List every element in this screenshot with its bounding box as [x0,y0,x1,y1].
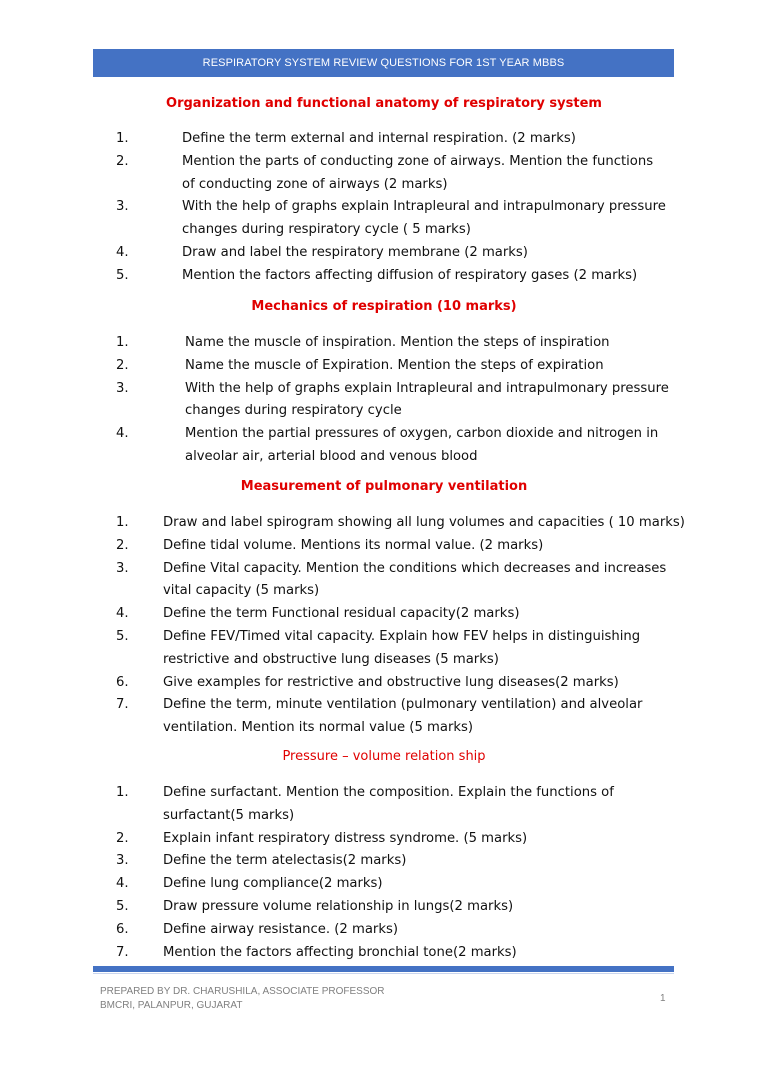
question-text: Mention the parts of conducting zone of airways. Mention the functions [182,153,654,169]
question-text: Define surfactant. Mention the composition. Explain the functions of [163,785,614,800]
question-number: 2. [116,830,129,846]
footer-credits [100,985,385,1013]
question-text: Define the term Functional residual capacity(2 marks) [163,606,520,622]
question-text: Name the muscle of inspiration. Mention the steps of inspiration [185,335,610,350]
question-number: 7. [116,944,129,960]
question-number: 5. [116,267,129,283]
question-number: 7. [116,697,129,713]
question-number: 1. [116,785,129,800]
question-text: restrictive and obstructive lung diseases (5 marks) [163,651,499,667]
question-text: With the help of graphs explain Intrapleural and intrapulmonary pressure [185,380,669,396]
question-text: Mention the factors affecting diffusion of respiratory gases (2 marks) [182,267,638,283]
question-number: 5. [116,899,129,914]
question-text: Explain infant respiratory distress syndrome. (5 marks) [163,830,528,846]
section-heading: Pressure – volume relation ship [282,749,486,764]
question-text: Define lung compliance(2 marks) [163,876,383,892]
question-number: 4. [116,426,129,442]
question-number: 3. [116,199,129,215]
question-text: surfactant(5 marks) [163,807,295,823]
question-text: Draw pressure volume relationship in lungs(2 marks) [163,899,514,914]
page-number: 1 [660,993,666,1004]
question-text: Name the muscle of Expiration. Mention the steps of expiration [185,357,604,373]
question-number: 4. [116,245,129,260]
footer-rule-thin [93,973,674,974]
question-text: changes during respiratory cycle [185,403,402,419]
question-text: Define the term, minute ventilation (pulmonary ventilation) and alveolar [163,697,643,713]
question-number: 5. [116,629,129,644]
question-number: 3. [116,560,129,576]
question-text: Draw and label the respiratory membrane (2 marks) [182,245,528,260]
question-text: Mention the partial pressures of oxygen, carbon dioxide and nitrogen in [185,426,659,442]
question-text: Draw and label spirogram showing all lung volumes and capacities ( 10 marks) [163,515,685,530]
question-number: 3. [116,853,129,869]
question-number: 2. [116,537,129,553]
question-number: 1. [116,515,129,530]
question-text: Give examples for restrictive and obstructive lung diseases(2 marks) [163,674,619,690]
document-title: RESPIRATORY SYSTEM REVIEW QUESTIONS FOR 1ST YEAR MBBS [202,57,565,69]
question-text: Define FEV/Timed vital capacity. Explain how FEV helps in distinguishing [163,629,641,644]
question-number: 4. [116,606,129,622]
question-text: Define airway resistance. (2 marks) [163,921,399,937]
question-text: ventilation. Mention its normal value (5 marks) [163,720,474,736]
question-text: Define tidal volume. Mentions its normal value. (2 marks) [163,537,544,553]
footer-rule [93,966,674,972]
footer-author: PREPARED BY DR. CHARUSHILA, ASSOCIATE PROFESSOR [100,986,385,997]
section-heading: Measurement of pulmonary ventilation [240,479,528,494]
question-number: 4. [116,876,129,892]
question-text: Define the term atelectasis(2 marks) [163,853,407,869]
question-number: 2. [116,153,129,169]
section-heading: Organization and functional anatomy of respiratory system [166,96,602,111]
question-text: vital capacity (5 marks) [163,583,320,599]
section-heading: Mechanics of respiration (10 marks) [251,299,517,314]
question-text: With the help of graphs explain Intrapleural and intrapulmonary pressure [182,199,666,215]
question-number: 6. [116,921,129,937]
question-text: Define Vital capacity. Mention the conditions which decreases and increases [163,560,667,576]
question-number: 1. [116,335,129,350]
question-number: 3. [116,380,129,396]
document-header-bar [93,49,674,77]
question-number: 6. [116,674,129,690]
question-text: of conducting zone of airways (2 marks) [182,176,448,192]
question-number: 2. [116,357,129,373]
question-text: Mention the factors affecting bronchial tone(2 marks) [163,944,517,960]
question-text: changes during respiratory cycle ( 5 marks) [182,222,471,238]
question-text: Define the term external and internal respiration. (2 marks) [182,131,576,146]
question-number: 1. [116,131,129,146]
question-text: alveolar air, arterial blood and venous blood [185,448,478,464]
footer-institution: BMCRI, PALANPUR, GUJARAT [100,1000,243,1011]
